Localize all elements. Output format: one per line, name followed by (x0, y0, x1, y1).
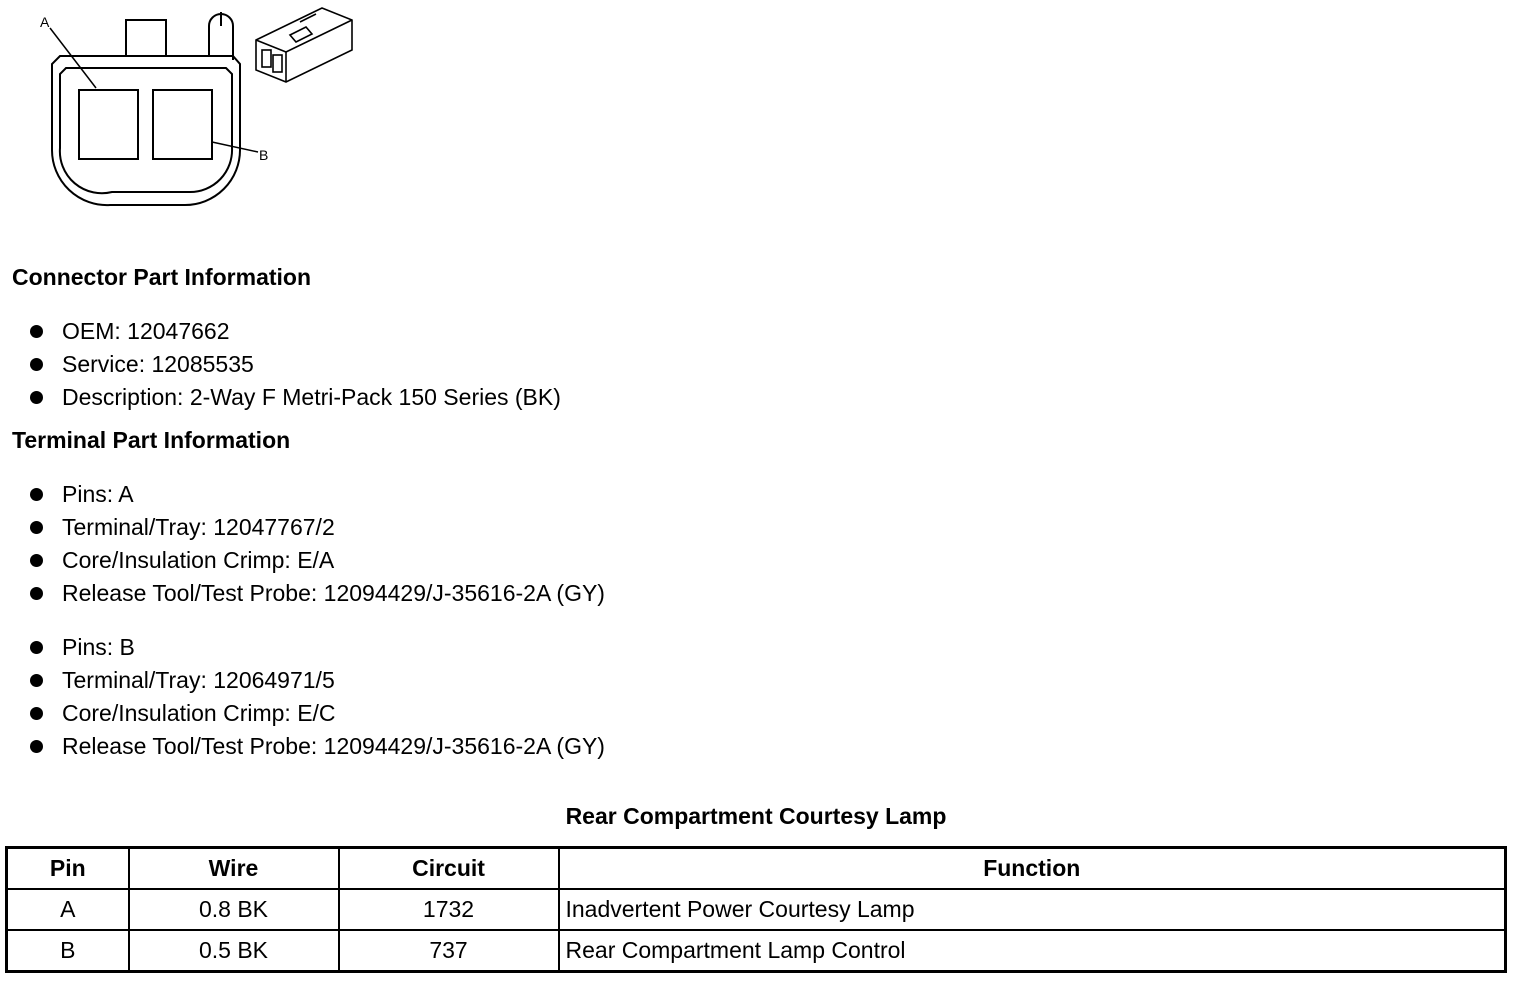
cell-circuit: 737 (339, 930, 559, 972)
connector-isometric-icon (256, 8, 352, 82)
cavity-b (153, 90, 212, 159)
list-item: Terminal/Tray: 12064971/5 (30, 664, 605, 697)
list-item: Pins: B (30, 631, 605, 664)
table-row (7, 889, 1506, 930)
pin-table-title: Rear Compartment Courtesy Lamp (565, 803, 947, 829)
cavity-a (79, 90, 138, 159)
cell-pin: A (7, 889, 129, 930)
cell-function: Inadvertent Power Courtesy Lamp (559, 889, 1506, 930)
pin-b-leader (212, 142, 258, 152)
table-header-row (7, 848, 1506, 890)
list-item: Service: 12085535 (30, 348, 561, 381)
terminal-part-information-heading: Terminal Part Information (12, 427, 291, 453)
list-item: Pins: A (30, 478, 605, 511)
pin-b-label: B (259, 147, 269, 163)
connector-part-information-heading: Connector Part Information (12, 264, 312, 290)
terminal-group-a-list (30, 478, 605, 610)
pin-table (5, 846, 1507, 973)
terminal-group-b-list (30, 631, 605, 763)
header-pin: Pin (7, 848, 129, 890)
list-item: Description: 2-Way F Metri-Pack 150 Series (BK) (30, 381, 561, 414)
header-function: Function (559, 848, 1506, 890)
list-item: Release Tool/Test Probe: 12094429/J-35616-2A (GY) (30, 730, 605, 763)
header-wire: Wire (129, 848, 339, 890)
header-circuit: Circuit (339, 848, 559, 890)
connector-diagram (0, 0, 370, 215)
cell-pin: B (7, 930, 129, 972)
connector-housing-inner (60, 68, 232, 193)
list-item: Terminal/Tray: 12047767/2 (30, 511, 605, 544)
cell-wire: 0.8 BK (129, 889, 339, 930)
cell-circuit: 1732 (339, 889, 559, 930)
connector-latch-tab (126, 20, 166, 56)
pin-a-label: A (40, 14, 50, 30)
list-item: Core/Insulation Crimp: E/A (30, 544, 605, 577)
cell-wire: 0.5 BK (129, 930, 339, 972)
list-item: Release Tool/Test Probe: 12094429/J-35616-2A (GY) (30, 577, 605, 610)
cell-function: Rear Compartment Lamp Control (559, 930, 1506, 972)
list-item: Core/Insulation Crimp: E/C (30, 697, 605, 730)
list-item: OEM: 12047662 (30, 315, 561, 348)
connector-part-information-list (30, 315, 561, 414)
table-row (7, 930, 1506, 972)
